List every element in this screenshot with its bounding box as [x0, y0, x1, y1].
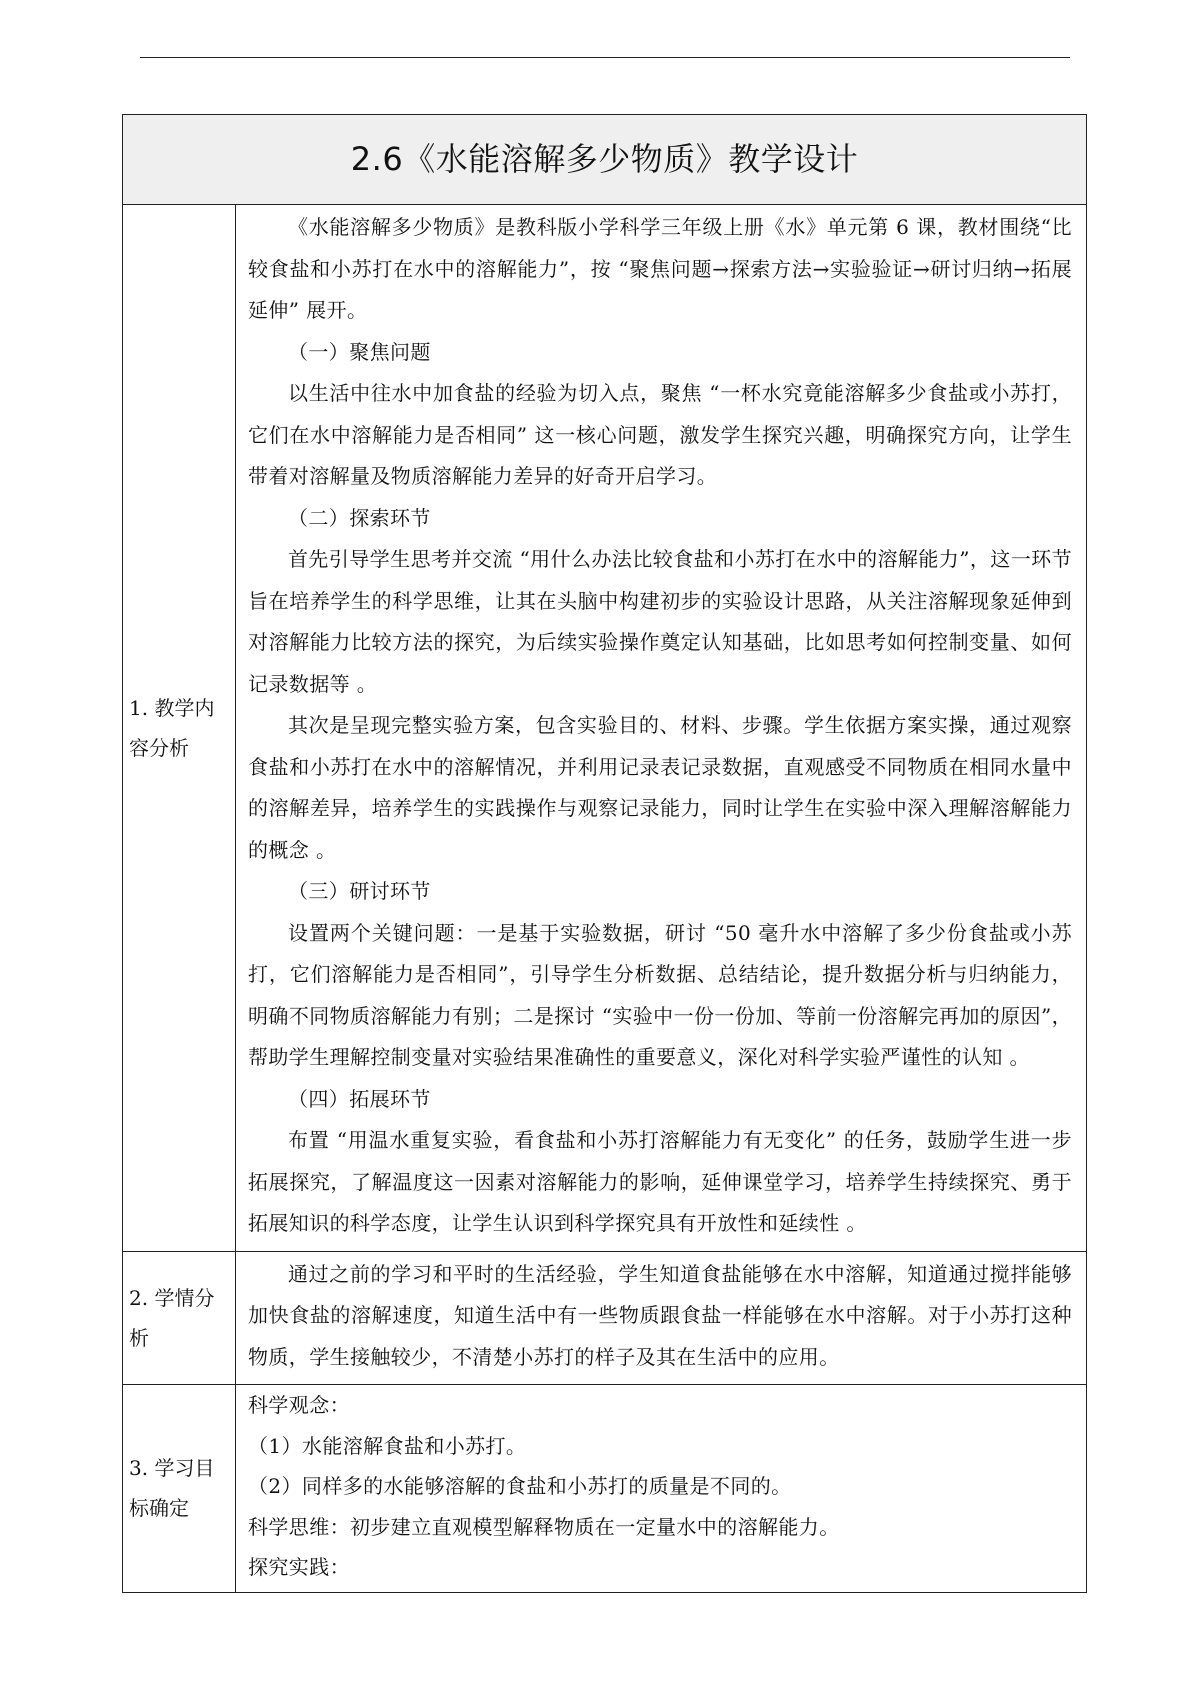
section-label-cell — [123, 205, 236, 1252]
paragraph: 布置 “用温水重复实验，看食盐和小苏打溶解能力有无变化” 的任务，鼓励学生进一步拓展探究，了解温度这一因素对溶解能力的影响，延伸课堂学习，培养学生持续探究、勇于拓展知识的科学态度，让学生认识到科学探究具有开放性和延续性 。 — [248, 1128, 1072, 1235]
paragraph: 以生活中往水中加食盐的经验为切入点，聚焦 “一杯水究竟能溶解多少食盐或小苏打，它们在水中溶解能力是否相同” 这一核心问题，激发学生探究兴趣，明确探究方向，让学生带着对溶解量及物质溶解能力差异的好奇开启学习。 — [248, 381, 1072, 488]
objective-line: 科学思维：初步建立直观模型解释物质在一定量水中的溶解能力。 — [248, 1514, 840, 1539]
section-content-cell — [236, 1251, 1087, 1385]
section-row — [123, 1251, 1087, 1385]
subsection-heading: （三）研讨环节 — [288, 879, 431, 903]
paragraph: 通过之前的学习和平时的生活经验，学生知道食盐能够在水中溶解，知道通过搅拌能够加快食盐的溶解速度，知道生活中有一些物质跟食盐一样能够在水中溶解。对于小苏打这种物质，学生接触较少，不清楚小苏打的样子及其在生活中的应用。 — [248, 1261, 1072, 1369]
section-content-cell — [236, 205, 1087, 1252]
header-rule — [140, 57, 1070, 58]
section-label: 3. 学习目标确定 — [129, 1456, 215, 1521]
objective-line: 科学观念： — [248, 1393, 350, 1417]
lesson-plan-table — [122, 114, 1087, 1593]
paragraph: 设置两个关键问题：一是基于实验数据，研讨 “50 毫升水中溶解了多少份食盐或小苏打，它们溶解能力是否相同”，引导学生分析数据、总结结论，提升数据分析与归纳能力，明确不同物质溶解能力有别；二是探讨 “实验中一份一份加、等前一份溶解完再加的原因”，帮助学生理解控制变量对实验结果准确性的重要意义，深化对科学实验严谨性的认知 。 — [248, 920, 1072, 1069]
section-label: 2. 学情分析 — [129, 1285, 215, 1350]
document-title: 2.6《水能溶解多少物质》教学设计 — [350, 140, 859, 178]
title-cell — [123, 115, 1087, 205]
section-label-cell — [123, 1385, 236, 1593]
section-row — [123, 205, 1087, 1252]
objective-line: 探究实践： — [248, 1555, 350, 1579]
paragraph: 其次是呈现完整实验方案，包含实验目的、材料、步骤。学生依据方案实操，通过观察食盐和小苏打在水中的溶解情况，并利用记录表记录数据，直观感受不同物质在相同水量中的溶解差异，培养学生的实践操作与观察记录能力，同时让学生在实验中深入理解溶解能力的概念 。 — [248, 713, 1072, 862]
section-row — [123, 1385, 1087, 1593]
section-label: 1. 教学内容分析 — [129, 695, 215, 760]
title-row — [123, 115, 1087, 205]
subsection-heading: （一）聚焦问题 — [288, 339, 431, 364]
section-label-cell — [123, 1251, 236, 1385]
subsection-heading: （二）探索环节 — [288, 505, 431, 530]
paragraph: 首先引导学生思考并交流 “用什么办法比较食盐和小苏打在水中的溶解能力”，这一环节旨在培养学生的科学思维，让其在头脑中构建初步的实验设计思路，从关注溶解现象延伸到对溶解能力比较方法的探究，为后续实验操作奠定认知基础，比如思考如何控制变量、如何记录数据等 。 — [248, 547, 1072, 696]
paragraph: 《水能溶解多少物质》是教科版小学科学三年级上册《水》单元第 6 课，教材围绕“比较食盐和小苏打在水中的溶解能力”，按 “聚焦问题→探索方法→实验验证→研讨归纳→拓展延伸” 展开。 — [248, 215, 1072, 322]
section-content-cell — [236, 1385, 1087, 1593]
subsection-heading: （四）拓展环节 — [288, 1086, 431, 1111]
objective-line: （1）水能溶解食盐和小苏打。 — [248, 1433, 527, 1458]
objective-line: （2）同样多的水能够溶解的食盐和小苏打的质量是不同的。 — [248, 1474, 792, 1498]
